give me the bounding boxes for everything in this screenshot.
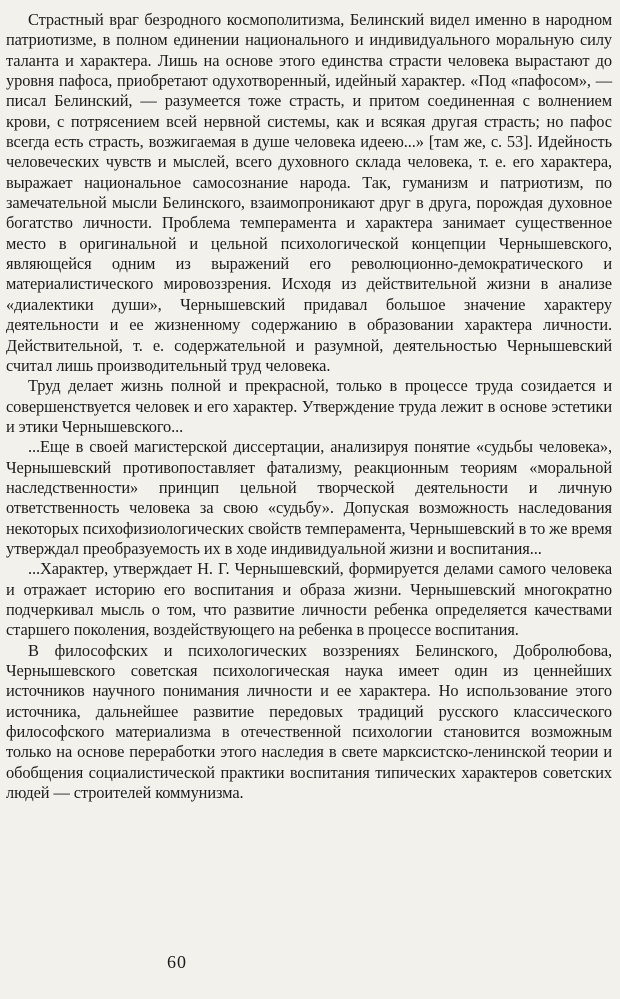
paragraph-4: ...Характер, утверждает Н. Г. Чернышевский, формируется делами самого человека и отражает историю его воспитания и образа жизни. Чернышевский многократно подчеркивал мысль о том, что развитие личности ребенка определяется качествами старшего поколения, воздействующего на ребенка в процессе воспитания. xyxy=(6,559,612,640)
body-text xyxy=(6,10,612,803)
paragraph-3: ...Еще в своей магистерской диссертации, анализируя понятие «судьбы человека», Чернышевский противопоставляет фатализму, реакционным теориям «моральной наследственности» принцип цельной творческой деятельности и личную ответственность человека за свою «судьбу». Допуская возможность наследования некоторых психофизиологических свойств темперамента, Чернышевский в то же время утверждал преобразуемость их в ходе индивидуальной жизни и воспитания... xyxy=(6,437,612,558)
paragraph-2: Труд делает жизнь полной и прекрасной, только в процессе труда созидается и совершенствуется человек и его характер. Утверждение труда лежит в основе эстетики и этики Чернышевского... xyxy=(6,376,612,436)
paragraph-5: В философских и психологических воззрениях Белинского, Добролюбова, Чернышевского советская психологическая наука имеет один из ценнейших источников научного понимания личности и ее характера. Но использование этого источника, дальнейшее развитие передовых традиций русского классического философского материализма в отечественной психологии становится возможным только на основе переработки этого наследия в свете марксистско-ленинской теории и обобщения социалистической практики воспитания типических характеров советских людей — строителей коммунизма. xyxy=(6,640,612,803)
page-number: 60 xyxy=(167,952,187,972)
paragraph-1: Страстный враг безродного космополитизма, Белинский видел именно в народном патриотизме, в полном единении национального и индивидуального моральную силу таланта и характера. Лишь на основе этого единства страсти человека вырастают до уровня пафоса, приобретают одухотворенный, идейный характер. «Под «пафосом», — писал Белинский, — разумеется тоже страсть, и притом соединенная с волнением крови, с потрясением всей нервной системы, как и всякая другая страсть; но пафос всегда есть страсть, возжигаемая в душе человека идеею...» [там же, с. 53]. Идейность человеческих чувств и мыслей, всего духовного склада человека, т. е. его характера, выражает национальное самосознание народа. Так, гуманизм и патриотизм, по замечательной мысли Белинского, взаимопроникают друг в друга, порождая духовное богатство личности. Проблема темперамента и характера занимает существенное место в оригинальной и цельной психологической концепции Чернышевского, являющейся одним из выражений его революционно-демократического и материалистического мировоззрения. Исходя из действительной жизни в анализе «диалектики души», Чернышевский придавал большое значение характеру деятельности и ее жизненному содержанию в образовании характера личности. Действительной, т. е. содержательной и разумной, деятельностью Чернышевский считал лишь производительный труд человека. xyxy=(6,10,612,375)
